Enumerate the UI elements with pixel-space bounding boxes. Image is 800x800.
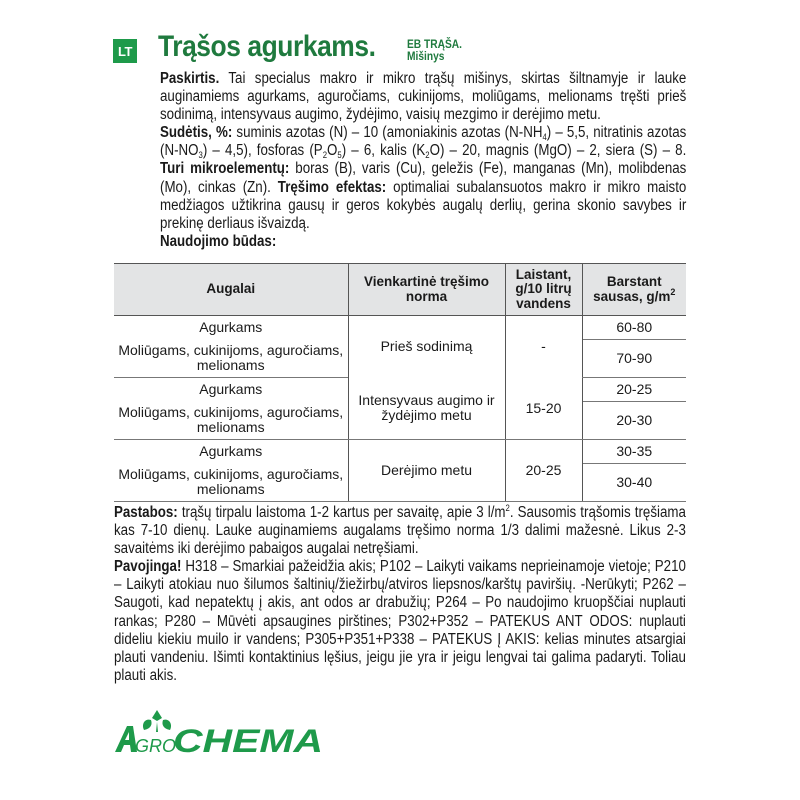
composition-text: ) – 4,5), fosforas (P [202,142,323,160]
dry-cell: 20-30 [582,402,686,440]
table-row [114,440,686,464]
subscript: 3 [198,150,203,161]
header-dry [582,264,686,316]
notes-block [114,504,686,685]
danger-label: Pavojinga! [114,558,182,576]
dry-cell: 60-80 [582,316,686,340]
dry-cell: 20-25 [582,378,686,402]
subscript: 5 [337,150,342,161]
plants-cell: Agurkams [199,319,263,336]
composition-text: suminis azotas (N) – 10 (amoniakinis azotas (N-NH [232,124,543,142]
usage-table [114,263,686,502]
header-dry-text: Barstant sausas, g/m [593,274,671,304]
header-single-rate: Vienkartinė tręšimo norma [348,264,505,316]
plants-cell: Agurkams [199,443,263,460]
plants-cell: Moliūgams, cukinijoms, aguročiams, melionams [114,340,348,378]
composition-label: Sudėtis, %: [160,124,233,142]
product-subtitle [407,38,462,62]
superscript: 2 [670,286,676,297]
subscript: 4 [542,132,547,143]
watering-cell: - [505,316,582,378]
dry-cell: 70-90 [582,340,686,378]
table-row [114,378,686,402]
language-badge: LT [113,39,137,63]
effect-text: optimaliai subalansuotos makro ir mikro maisto medžiagos užtikrina gausų ir geros kokybės augalų derlių, gerina skonio savybes ir prekinę derliaus išvaizdą. [160,178,687,232]
table-header-row [114,264,686,316]
timing-cell: Prieš sodinimą [348,316,505,378]
composition-text: O) – 20, magnis (MgO) – 2, siera (S) – 8. [429,142,687,160]
plants-cell: Moliūgams, cukinijoms, aguročiams, melionams [114,402,348,440]
notes-text: trąšų tirpalu laistoma 1-2 kartus per savaitę, apie 3 l/m [177,504,506,521]
watering-cell: 20-25 [505,440,582,502]
danger-text: H318 – Smarkiai pažeidžia akis; P102 – Laikyti vaikams neprieinamoje vietoje; P210 – Laikyti atokiau nuo šilumos šaltinių/žiežirbų/atviros liepsnos/karštų paviršių. -Nerūkyti; P262 – Saugoti, kad nepatektų į akis, ant odos ar drabužių; P264 – Po naudojimo kruopščiai nuplauti rankas; P280 – Mūvėti apsaugines pirštines; P302+P352 – PATEKUS ANT ODOS: nuplauti dideliu kiekiu muilo ir vandens; P305+P351+P338 – PATEKUS Į AKIS: kelias minutes atsargiai plauti vandeniu. Išimti kontaktinius lęšius, jeigu jie yra ir jeigu lengvai tai galima padaryti. Toliau plauti akis. [114,558,686,684]
composition-text: ) – 5,5, nitratinis azotas (N-NO [160,124,687,160]
superscript: 2 [505,503,510,513]
plants-cell: Agurkams [199,381,263,398]
header-watering: Laistant, g/10 litrų vandens [505,264,582,316]
notes-paragraph [114,504,686,685]
subscript: 2 [425,150,430,161]
subscript: 2 [322,150,328,161]
micro-text: boras (B), varis (Cu), geležis (Fe), manganas (Mn), molibdenas (Mo), cinkas (Zn). [160,160,687,196]
dry-cell: 30-35 [582,440,686,464]
product-title: Trąšos agurkams. [158,30,376,63]
micro-label: Turi mikroelementų: [160,160,290,178]
agrochema-logo [113,708,328,763]
timing-cell: Intensyvaus augimo ir žydėjimo metu [348,378,505,440]
agrochema-logo-icon [113,708,328,758]
usage-table-container [114,263,686,502]
subtitle-line-2: Mišinys [407,49,445,63]
timing-cell: Derėjimo metu [348,440,505,502]
watering-cell: 15-20 [505,378,582,440]
dry-cell: 30-40 [582,464,686,502]
composition-text: ) – 6, kalis (K [341,142,426,160]
plants-cell: Moliūgams, cukinijoms, aguročiams, melionams [114,464,348,502]
description-paragraph [160,70,686,251]
notes-label: Pastabos: [114,504,178,521]
description-block [160,70,686,251]
header-plants: Augalai [114,264,348,316]
effect-label: Tręšimo efektas: [277,178,387,196]
purpose-text: Tai specialus makro ir mikro trąšų mišinys, skirtas šiltnamyje ir lauke auginamiems agurkams, aguročiams, cukinijoms, moliūgams, melionams tręšti prieš sodinimą, intensyvaus augimo, žydėjimo, vaisių mezgimo ir derėjimo metu. [160,70,687,124]
subtitle-line-1: EB TRĄŠA. [407,37,462,51]
usage-label: Naudojimo būdas: [160,232,277,250]
notes-text: . Sausomis trąšomis tręšiama kas 7-10 dienų. Lauke auginamiems augalams tręšimo norma 1/3 dalimi mažesnė. Likus 2-3 savaitėms iki derėjimo pabaigos augalai netręšiami. [114,504,686,558]
logo-text-chema: CHEMA [173,723,323,758]
composition-text: O [327,142,338,160]
purpose-label: Paskirtis. [160,70,220,87]
logo-text-agro: GRO [135,736,177,756]
table-row [114,316,686,340]
